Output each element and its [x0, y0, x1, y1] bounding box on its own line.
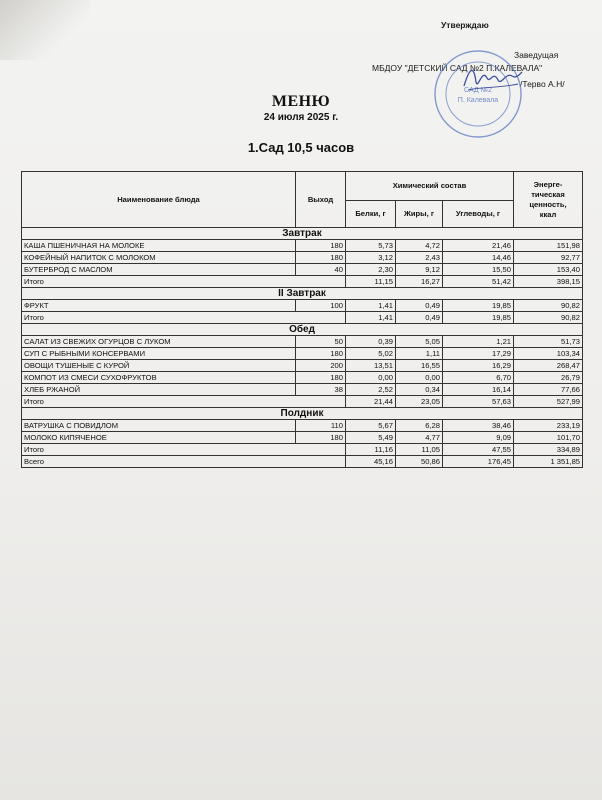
energy-cell: 51,73: [514, 336, 583, 348]
total-protein-cell: 11,16: [346, 444, 396, 456]
total-protein-cell: 21,44: [346, 396, 396, 408]
total-fat-cell: 23,05: [396, 396, 443, 408]
table-row: [22, 432, 583, 444]
section-total-row: [22, 276, 583, 288]
grand-total-protein-cell: 45,16: [346, 456, 396, 468]
total-fat-cell: 0,49: [396, 312, 443, 324]
header-chem: Химический состав: [346, 172, 514, 201]
section-title: Полдник: [22, 408, 583, 420]
dish-name-cell: БУТЕРБРОД С МАСЛОМ: [22, 264, 296, 276]
protein-cell: 1,41: [346, 300, 396, 312]
energy-cell: 153,40: [514, 264, 583, 276]
total-label-cell: Итого: [22, 312, 346, 324]
paper-fold-shadow: [0, 0, 90, 60]
output-cell: 110: [296, 420, 346, 432]
carbs-cell: 21,46: [443, 240, 514, 252]
total-carbs-cell: 51,42: [443, 276, 514, 288]
grand-total-carbs-cell: 176,45: [443, 456, 514, 468]
dish-name-cell: ОВОЩИ ТУШЕНЫЕ С КУРОЙ: [22, 360, 296, 372]
fat-cell: 1,11: [396, 348, 443, 360]
carbs-cell: 14,46: [443, 252, 514, 264]
carbs-cell: 9,09: [443, 432, 514, 444]
section-title: Обед: [22, 324, 583, 336]
total-fat-cell: 11,05: [396, 444, 443, 456]
fat-cell: 0,34: [396, 384, 443, 396]
carbs-cell: 16,29: [443, 360, 514, 372]
table-row: [22, 372, 583, 384]
carbs-cell: 16,14: [443, 384, 514, 396]
table-row: [22, 240, 583, 252]
header-energy-line-3: ценность,: [529, 199, 567, 209]
protein-cell: 3,12: [346, 252, 396, 264]
dish-name-cell: КАША ПШЕНИЧНАЯ НА МОЛОКЕ: [22, 240, 296, 252]
output-cell: 180: [296, 432, 346, 444]
total-label-cell: Итого: [22, 444, 346, 456]
protein-cell: 5,49: [346, 432, 396, 444]
group-name: 1.Сад 10,5 часов: [247, 140, 355, 155]
header-fat: Жиры, г: [396, 201, 443, 228]
total-label-cell: Итого: [22, 396, 346, 408]
dish-name-cell: КОФЕЙНЫЙ НАПИТОК С МОЛОКОМ: [22, 252, 296, 264]
page-title: МЕНЮ: [271, 93, 331, 110]
section-title: II Завтрак: [22, 288, 583, 300]
table-row: [22, 360, 583, 372]
dish-name-cell: МОЛОКО КИПЯЧЕНОЕ: [22, 432, 296, 444]
dish-name-cell: КОМПОТ ИЗ СМЕСИ СУХОФРУКТОВ: [22, 372, 296, 384]
section-row: [22, 228, 583, 240]
fat-cell: 5,05: [396, 336, 443, 348]
section-total-row: [22, 444, 583, 456]
table-row: [22, 348, 583, 360]
energy-cell: 92,77: [514, 252, 583, 264]
protein-cell: 13,51: [346, 360, 396, 372]
energy-cell: 151,98: [514, 240, 583, 252]
dish-name-cell: ВАТРУШКА С ПОВИДЛОМ: [22, 420, 296, 432]
section-title: Завтрак: [22, 228, 583, 240]
stamp-line-2: П. Калевала: [457, 97, 499, 104]
energy-cell: 101,70: [514, 432, 583, 444]
section-total-row: [22, 396, 583, 408]
protein-cell: 5,67: [346, 420, 396, 432]
energy-cell: 233,19: [514, 420, 583, 432]
total-fat-cell: 16,27: [396, 276, 443, 288]
output-cell: 200: [296, 360, 346, 372]
approver-position: Заведущая: [514, 50, 559, 60]
energy-cell: 103,34: [514, 348, 583, 360]
protein-cell: 0,39: [346, 336, 396, 348]
header-output: Выход: [296, 172, 346, 228]
table-row: [22, 420, 583, 432]
output-cell: 180: [296, 372, 346, 384]
fat-cell: 4,77: [396, 432, 443, 444]
table-row: [22, 336, 583, 348]
output-cell: 180: [296, 252, 346, 264]
total-energy-cell: 90,82: [514, 312, 583, 324]
carbs-cell: 6,70: [443, 372, 514, 384]
output-cell: 38: [296, 384, 346, 396]
dish-name-cell: СУП С РЫБНЫМИ КОНСЕРВАМИ: [22, 348, 296, 360]
energy-cell: 268,47: [514, 360, 583, 372]
protein-cell: 2,52: [346, 384, 396, 396]
header-energy-line-4: ккал: [539, 209, 557, 219]
table-row: [22, 384, 583, 396]
section-row: [22, 324, 583, 336]
header-energy-line-1: Энерге-: [533, 179, 563, 189]
fat-cell: 6,28: [396, 420, 443, 432]
fat-cell: 2,43: [396, 252, 443, 264]
carbs-cell: 1,21: [443, 336, 514, 348]
dish-name-cell: ХЛЕБ РЖАНОЙ: [22, 384, 296, 396]
total-label-cell: Итого: [22, 276, 346, 288]
organization-name: МБДОУ "ДЕТСКИЙ САД №2 П.КАЛЕВАЛА": [372, 63, 543, 73]
carbs-cell: 17,29: [443, 348, 514, 360]
grand-total-fat-cell: 50,86: [396, 456, 443, 468]
carbs-cell: 19,85: [443, 300, 514, 312]
fat-cell: 16,55: [396, 360, 443, 372]
protein-cell: 5,02: [346, 348, 396, 360]
total-carbs-cell: 47,55: [443, 444, 514, 456]
protein-cell: 0,00: [346, 372, 396, 384]
total-carbs-cell: 57,63: [443, 396, 514, 408]
total-energy-cell: 334,89: [514, 444, 583, 456]
fat-cell: 9,12: [396, 264, 443, 276]
menu-date: 24 июля 2025 г.: [263, 112, 339, 123]
carbs-cell: 15,50: [443, 264, 514, 276]
approve-label: Утверждаю: [441, 20, 489, 30]
menu-table-body: [22, 228, 583, 468]
dish-name-cell: ФРУКТ: [22, 300, 296, 312]
output-cell: 40: [296, 264, 346, 276]
energy-cell: 26,79: [514, 372, 583, 384]
output-cell: 100: [296, 300, 346, 312]
header-dish: Наименование блюда: [22, 172, 296, 228]
grand-total-energy-cell: 1 351,85: [514, 456, 583, 468]
header-carbs: Углеводы, г: [443, 201, 514, 228]
approver-name: /Терво А.Н/: [520, 79, 565, 89]
total-energy-cell: 527,99: [514, 396, 583, 408]
header-energy-line-2: тическая: [531, 189, 565, 199]
fat-cell: 0,00: [396, 372, 443, 384]
header-energy: [514, 172, 583, 228]
table-row: [22, 264, 583, 276]
output-cell: 180: [296, 240, 346, 252]
total-protein-cell: 1,41: [346, 312, 396, 324]
grand-total-label-cell: Всего: [22, 456, 346, 468]
protein-cell: 2,30: [346, 264, 396, 276]
total-protein-cell: 11,15: [346, 276, 396, 288]
total-carbs-cell: 19,85: [443, 312, 514, 324]
signature-icon: [460, 60, 524, 96]
table-row: [22, 300, 583, 312]
header-protein: Белки, г: [346, 201, 396, 228]
energy-cell: 77,66: [514, 384, 583, 396]
output-cell: 50: [296, 336, 346, 348]
grand-total-row: [22, 456, 583, 468]
menu-table: [21, 171, 583, 468]
carbs-cell: 38,46: [443, 420, 514, 432]
protein-cell: 5,73: [346, 240, 396, 252]
stamp-line-1: САД №2: [464, 87, 492, 94]
table-row: [22, 252, 583, 264]
energy-cell: 90,82: [514, 300, 583, 312]
fat-cell: 4,72: [396, 240, 443, 252]
section-row: [22, 408, 583, 420]
total-energy-cell: 398,15: [514, 276, 583, 288]
fat-cell: 0,49: [396, 300, 443, 312]
dish-name-cell: САЛАТ ИЗ СВЕЖИХ ОГУРЦОВ С ЛУКОМ: [22, 336, 296, 348]
section-total-row: [22, 312, 583, 324]
output-cell: 180: [296, 348, 346, 360]
section-row: [22, 288, 583, 300]
